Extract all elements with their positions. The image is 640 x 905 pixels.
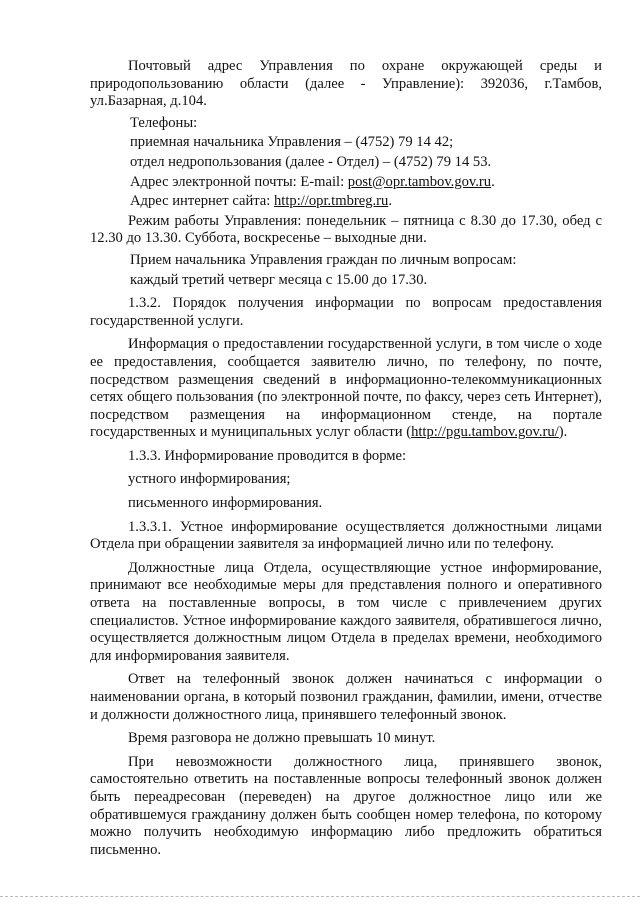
phone-department: отдел недропользования (далее - Отдел) – (4752) 79 14 53. (130, 153, 492, 170)
site-label: Адрес интернет сайта: (130, 193, 274, 210)
scan-edge-divider (0, 896, 640, 899)
info-paragraph (90, 336, 602, 442)
email-link[interactable]: post@opr.tambov.gov.ru (347, 173, 492, 190)
phone-reception: приемная начальника Управления – (4752) 79 14 42; (130, 134, 454, 151)
section-1-3-3-1: 1.3.3.1. Устное информирование осуществляется должностными лицами Отдела при обращении заявителя за информацией лично или по телефону. (90, 518, 602, 553)
email-line (90, 174, 602, 192)
portal-link[interactable]: http://pgu.tambov.gov.ru/ (411, 424, 559, 441)
email-label: Адрес электронной почты: E-mail: (130, 173, 348, 190)
work-schedule: Режим работы Управления: понедельник – пятница с 8.30 до 17.30, обед с 12.30 до 13.30. Суббота, воскресенье – выходные дни. (90, 212, 602, 247)
info-paragraph-text: Информация о предоставлении государственной услуги, в том числе о ходе ее предоставления, сообщается заявителю лично, по телефону, по почте, посредством размещения сведений в информационно-телекоммуникационных сетях общего пользования (по электронной почте, по факсу, через сеть Интернет), посредством размещения на информационном стенде, на портале государственных и муниципальных услуг области ( (90, 336, 602, 441)
site-line (90, 193, 602, 211)
written-form: письменного информирования. (128, 495, 323, 512)
officials-paragraph: Должностные лица Отдела, осуществляющие устное информирование, принимают все необходимые меры для представления полного и оперативного ответа на поставленные вопросы, в том числе с привлечением других специалистов. Устное информирование каждого заявителя, обратившегося лично, осуществляется должностным лицом Отдела в пределах времени, необходимого для информирования заявителя. (90, 559, 602, 664)
oral-form: устного информирования; (128, 471, 291, 488)
info-paragraph-end: ). (558, 424, 568, 441)
section-1-3-3: 1.3.3. Информирование проводится в форме: (128, 447, 407, 464)
document-page (90, 58, 602, 863)
section-1-3-2: 1.3.2. Порядок получения информации по вопросам предоставления государственной услуги. (90, 295, 602, 329)
reception-hours-title: Прием начальника Управления граждан по личным вопросам: (130, 251, 517, 268)
reception-hours: каждый третий четверг месяца с 15.00 до 17.30. (130, 271, 428, 288)
phones-title: Телефоны: (130, 114, 198, 131)
answer-paragraph: Ответ на телефонный звонок должен начинаться с информации о наименовании органа, в который позвонил гражданин, фамилии, имени, отчестве и должности должностного лица, принявшего телефонный звонок. (90, 671, 602, 723)
postal-address: Почтовый адрес Управления по охране окружающей среды и природопользованию области (далее - Управление): 392036, г.Тамбов, ул.Базарная, д.104. (90, 58, 602, 110)
email-period: . (491, 173, 495, 190)
site-link[interactable]: http://opr.tmbreg.ru (274, 193, 389, 210)
duration-paragraph: Время разговора не должно превышать 10 минут. (128, 730, 436, 747)
impossible-paragraph: При невозможности должностного лица, принявшего звонок, самостоятельно ответить на поставленные вопросы телефонный звонок должен быть переадресован (переведен) на другое должностное лицо или же обратившемуся гражданину должен быть сообщен номер телефона, по которому можно получить необходимую информацию либо предложить обратиться письменно. (90, 753, 602, 858)
site-period: . (388, 193, 392, 210)
